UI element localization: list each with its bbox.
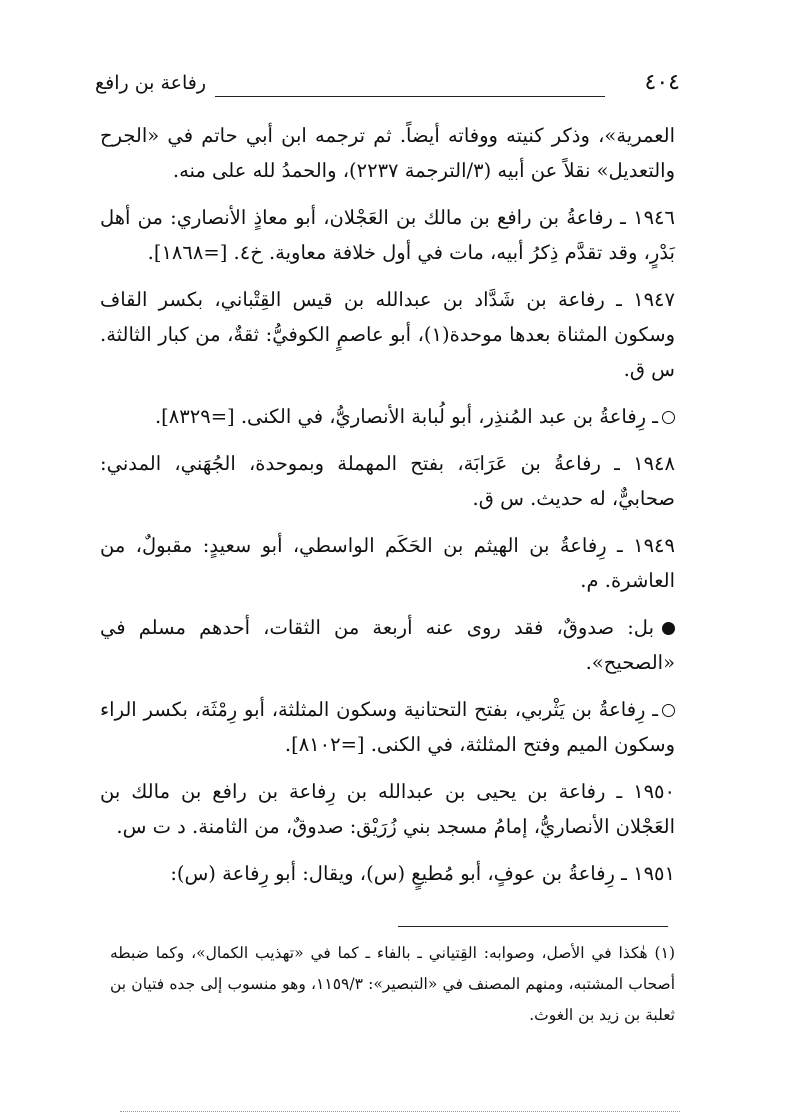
entry-1949: ١٩٤٩ ـ رِفاعةُ بن الهيثم بن الحَكَم الواسطي، أبو سعيدٍ: مقبولٌ، من العاشرة. م. [100, 534, 675, 592]
entry-1947: ١٩٤٧ ـ رفاعة بن شَدَّاد بن عبدالله بن قيس القِتْباني، بكسر القاف وسكون المثناة بعدها موحدة(١)، أبو عاصمٍ الكوفيُّ: ثقةٌ، من كبار الثالثة. س ق. [100, 288, 675, 381]
hollow-circle-icon [662, 411, 675, 424]
entry-1948: ١٩٤٨ ـ رفاعةُ بن عَرَابَة، بفتح المهملة وبموحدة، الجُهَني، المدني: صحابيٌّ، له حديث. س ق. [100, 452, 675, 510]
solid-circle-icon [662, 622, 675, 635]
header-rule [215, 96, 605, 97]
page-number: ٤٠٤ [644, 70, 680, 95]
editor-comment: بل: صدوقٌ، فقد روى عنه أربعة من الثقات، أحدهم مسلم في «الصحيح». [100, 616, 675, 674]
paragraph-continuation: العمرية»، وذكر كنيته ووفاته أيضاً. ثم ترجمه ابن أبي حاتم في «الجرح والتعديل» نقلاً عن أبيه (٣/الترجمة ٢٢٣٧)، والحمدُ لله على منه. [100, 124, 675, 182]
hollow-circle-icon [662, 704, 675, 717]
bottom-scan-edge [120, 1111, 680, 1112]
running-title: رفاعة بن رافع [95, 72, 207, 94]
entry-1950: ١٩٥٠ ـ رفاعة بن يحيى بن عبدالله بن رِفاعة بن رافع بن مالك بن العَجْلان الأنصاريُّ، إمامُ مسجد بني زُرَيْق: صدوقٌ، من الثامنة. د ت س. [100, 780, 675, 838]
entry-1951: ١٩٥١ ـ رِفاعةُ بن عوفٍ، أبو مُطيعٍ (س)، ويقال: أبو رِفاعة (س): [170, 862, 675, 885]
entry-1946: ١٩٤٦ ـ رفاعةُ بن رافع بن مالك بن العَجْلان، أبو معاذٍ الأنصاري: من أهل بَدْرٍ، وقد تقدَّم ذِكرُ أبيه، مات في أول خلافة معاوية. خ٤. [=١٨٦٨]. [100, 206, 675, 264]
footnote: (١) هٰكذا في الأصل، وصوابه: القِتياني ـ بالفاء ـ كما في «تهذيب الكمال»، وكما ضبطه أصحاب المشتبه، ومنهم المصنف في «التبصير»: ١١٥٩/٣، وهو منسوب إلى جده فتيان بن ثعلبة بن زيد بن الغوث. [110, 944, 676, 1024]
page-header [95, 70, 680, 110]
cross-reference-abu-rimtha: ـ رِفاعةُ بن يَثْربي، بفتح التحتانية وسكون المثلثة، أبو رِمْثَة، بكسر الراء وسكون الميم وفتح المثلثة، في الكنى. [=٨١٠٢]. [100, 698, 675, 756]
main-text [100, 118, 675, 903]
footnote-separator [398, 926, 668, 927]
cross-reference-abu-lubaba: ـ رِفاعةُ بن عبد المُنذِر، أبو لُبابة الأنصاريُّ، في الكنى. [=٨٣٢٩]. [100, 399, 675, 434]
